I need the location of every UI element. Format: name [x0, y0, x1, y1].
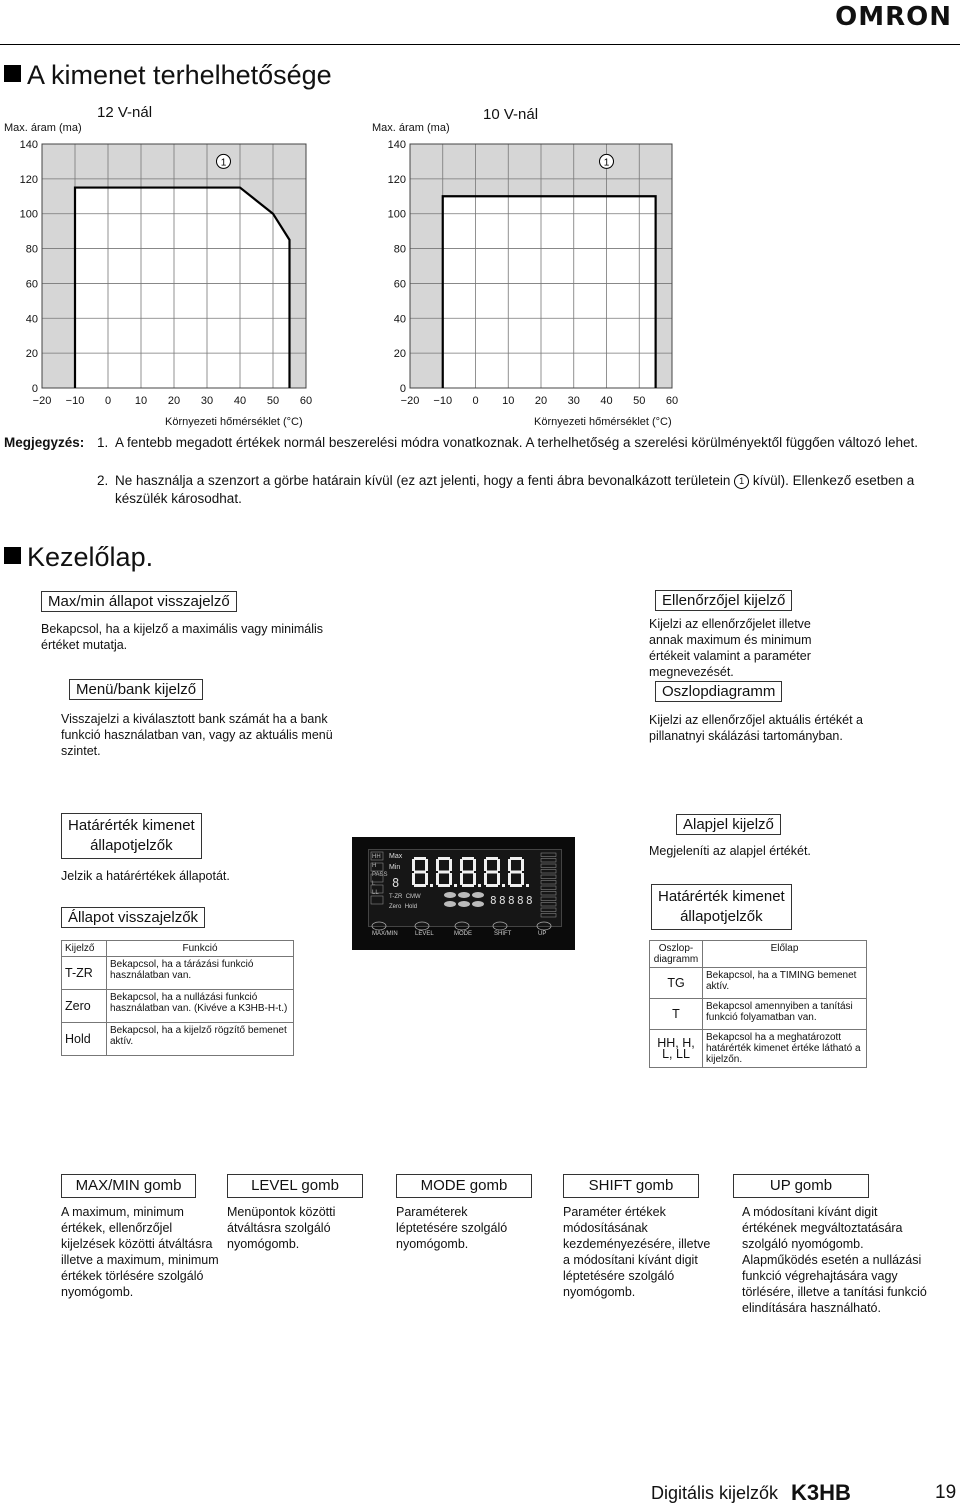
front-panel: [352, 837, 575, 950]
front-table-key-t: T: [650, 999, 703, 1030]
bargraph-segment: [541, 903, 556, 907]
circled-marker: [734, 474, 749, 489]
bargraph-segment: [541, 908, 556, 912]
chart1-xtick: −20: [32, 395, 52, 407]
status-lamp: [472, 892, 484, 898]
main-digit-segment: [473, 873, 476, 885]
limit-indicator-lamp: [371, 885, 383, 893]
status-table-head-func: Funkció: [107, 941, 294, 957]
chart1-xtick: 50: [266, 395, 280, 407]
circled-marker-number: 1: [739, 476, 745, 486]
main-digit-segment: [414, 857, 426, 860]
up-button-desc: A módosítani kívánt digit értékének megváltoztatására szolgáló nyomógomb. Alapműködés esetén a nullázási funkció végrehajtására vagy törlésére, illetve a tanítási funkció elindítására használható.: [742, 1205, 927, 1315]
main-digit-segment: [460, 859, 463, 871]
bargraph-segment: [541, 892, 556, 896]
mode-button-desc: Paraméterek léptetésére szolgáló nyomógomb.: [396, 1205, 508, 1251]
indicator-pass: PASS: [372, 872, 388, 878]
header-rule: [0, 44, 960, 45]
footer-model: K3HB: [791, 1480, 851, 1505]
bargraph-segment: [541, 870, 556, 874]
panel-button-shift[interactable]: SHIFT: [494, 931, 512, 937]
status-table-func-zero: Bekapcsol, ha a nullázási funkció használatban van. (Kivéve a K3HB-H-t.): [107, 990, 294, 1023]
bargraph-segment: [541, 914, 556, 918]
chart1-xtick: 10: [134, 395, 148, 407]
front-table-key-tg: TG: [650, 968, 703, 999]
chart2-ytick: 40: [393, 313, 406, 326]
chart1-xtick: 0: [104, 395, 112, 407]
check-signal-desc: Kijelzi az ellenőrzőjelet illetve annak maximum és minimum értékeit valamint a paraméter megnevezését.: [649, 617, 812, 679]
chart2-xtick: −10: [433, 395, 453, 407]
setpoint-digit: 8: [499, 894, 506, 907]
limit-output-desc: Jelzik a határértékek állapotát.: [61, 869, 230, 883]
limit-output-label-left-line1: Határérték kimenet: [68, 817, 195, 834]
chart1-xtick: 40: [233, 395, 247, 407]
setpoint-digit: 8: [508, 894, 515, 907]
front-table-func-tg: Bekapcsol, ha a TIMING bemenet aktív.: [703, 968, 867, 999]
status-indicators-label: Állapot visszajelzők: [61, 907, 205, 928]
status-lamp: [444, 901, 456, 907]
status-table-head-key: Kijelző: [62, 941, 107, 957]
main-digit-segment: [484, 873, 487, 885]
main-digit-segment: [436, 873, 439, 885]
main-digit-segment: [486, 857, 498, 860]
main-digit-segment: [449, 859, 452, 871]
chart1-xlabel: Környezeti hőmérséklet (°C): [165, 416, 303, 428]
main-digit-segment: [460, 873, 463, 885]
indicator-ll: LL: [372, 890, 379, 896]
main-digit-dot: [478, 884, 481, 887]
main-digit-segment: [462, 857, 474, 860]
check-signal-label: Ellenőrzőjel kijelző: [655, 590, 792, 611]
status-table: [61, 940, 294, 1056]
chart2-ytick: 0: [399, 383, 406, 395]
indicator-max: Max: [389, 853, 403, 860]
status-table-key-zero: Zero: [62, 990, 107, 1023]
main-digit-dot: [502, 884, 505, 887]
chart2-ylabel: Max. áram (ma): [372, 122, 450, 134]
square-bullet-icon: [4, 547, 21, 564]
chart1-ytick: 80: [25, 243, 38, 256]
chart1-marker-number: 1: [220, 157, 227, 169]
panel-button-up[interactable]: UP: [538, 931, 547, 937]
chart1-ytick: 60: [25, 278, 38, 291]
chart2-ytick: 140: [387, 139, 406, 151]
section2-title-text: Kezelőlap.: [27, 542, 154, 572]
indicator-min: Min: [389, 864, 401, 871]
status-lamp: [458, 892, 470, 898]
menu-bank-desc: Visszajelzi a kiválasztott bank számát ha a bank funkció használatban van, vagy az aktuális menü szintet.: [61, 712, 333, 758]
status-lamp: [444, 892, 456, 898]
main-digit-segment: [449, 873, 452, 885]
bargraph-segment: [541, 864, 556, 868]
panel-button-maxmin[interactable]: MAX/MIN: [372, 931, 398, 937]
note1-number: 1.: [97, 435, 109, 450]
bank-digit: 8: [392, 876, 400, 890]
bargraph-segment: [541, 875, 556, 879]
panel-button-icon: [372, 922, 386, 930]
shift-button-desc: Paraméter értékek módosításának kezdeményezésére, illetve a módosítani kívánt digit léptetésére szolgáló nyomógomb.: [563, 1205, 711, 1299]
chart2-xtick: 40: [600, 395, 613, 407]
main-digit-segment: [510, 871, 522, 874]
limit-indicator-lamp: [371, 874, 383, 882]
note2-text: [115, 472, 955, 508]
indicator-l: L: [372, 881, 376, 887]
main-digit-segment: [521, 873, 524, 885]
bargraph-segment: [541, 886, 556, 890]
indicator-h: H: [372, 863, 377, 869]
panel-button-level[interactable]: LEVEL: [415, 931, 434, 937]
main-digit-segment: [438, 871, 450, 874]
indicator-zero: Zero: [389, 904, 402, 910]
maxmin-button-label: MAX/MIN gomb: [61, 1174, 196, 1198]
panel-button-icon: [493, 922, 507, 930]
bar-graph-label: Oszlopdiagramm: [655, 681, 782, 702]
main-digit-segment: [510, 857, 522, 860]
limit-indicator-lamp: [371, 863, 383, 871]
bargraph-segment: [541, 859, 556, 863]
chart2-xtick: 0: [472, 395, 479, 407]
bargraph-segment: [541, 897, 556, 901]
chart1-ylabel: Max. áram (ma): [4, 122, 82, 134]
chart1-ytick: 120: [19, 173, 38, 186]
main-digit-segment: [436, 859, 439, 871]
maxmin-indicator-label: Max/min állapot visszajelző: [41, 591, 237, 612]
chart1-ytick: 100: [19, 208, 38, 221]
main-digit-segment: [412, 873, 415, 885]
chart2-xtick: 10: [502, 395, 515, 407]
main-digit-segment: [508, 859, 511, 871]
front-table-head-func: Előlap: [703, 941, 867, 968]
maxmin-indicator-desc: Bekapcsol, ha a kijelző a maximális vagy minimális értéket mutatja.: [41, 622, 324, 652]
note2-text-a: Ne használja a szenzort a görbe határain kívül (ez azt jelenti, hogy a fenti ábra bevonalkázott területein: [115, 473, 731, 488]
section-title-load: [4, 60, 332, 91]
chart2-xtick: −20: [400, 395, 420, 407]
main-digit-dot: [526, 884, 529, 887]
main-digit-segment: [425, 859, 428, 871]
main-digit-dot: [454, 884, 457, 887]
chart2-xtick: 60: [665, 395, 679, 407]
mode-button-label: MODE gomb: [396, 1174, 532, 1198]
setpoint-display-label: Alapjel kijelző: [676, 814, 781, 835]
main-digit-segment: [497, 873, 500, 885]
bar-graph-desc: Kijelzi az ellenőrzőjel aktuális értékét a pillanatnyi skálázási tartományban.: [649, 713, 863, 743]
section-title-panel: [4, 542, 153, 573]
omron-logo: OMRON: [835, 2, 952, 32]
panel-button-mode[interactable]: MODE: [454, 931, 472, 937]
menu-bank-label: Menü/bank kijelző: [69, 679, 203, 700]
chart2-xlabel: Környezeti hőmérséklet (°C): [534, 416, 672, 428]
chart2-ytick: 100: [387, 208, 406, 221]
main-digit-segment: [521, 859, 524, 871]
chart2-ytick: 20: [393, 348, 406, 361]
limit-output-label-right-line2: állapotjelzők: [680, 908, 763, 925]
panel-button-icon: [415, 922, 429, 930]
limit-output-label-left: [61, 813, 202, 859]
chart2-safe-area: [443, 196, 656, 388]
status-table-func-hold: Bekapcsol, ha a kijelző rögzítő bemenet aktív.: [107, 1023, 294, 1056]
main-digit-segment: [510, 884, 522, 887]
chart1-xtick: 30: [200, 395, 214, 407]
main-digit-segment: [497, 859, 500, 871]
chart2-title: 10 V-nál: [483, 106, 539, 123]
status-table-func-tzr: Bekapcsol, ha a tárázási funkció használatban van.: [107, 957, 294, 990]
panel-button-icon: [537, 922, 551, 930]
level-button-desc: Menüpontok közötti átváltásra szolgáló nyomógomb.: [227, 1205, 336, 1251]
main-digit-segment: [462, 871, 474, 874]
front-table-head-key: Oszlop-diagramm: [650, 941, 703, 968]
limit-indicator-lamp: [371, 852, 383, 860]
main-digit-segment: [438, 884, 450, 887]
indicator-hh: HH: [372, 854, 381, 860]
section-title-text: A kimenet terhelhetősége: [27, 60, 332, 90]
chart1-safe-area: [75, 188, 290, 388]
chart1-ytick: 20: [25, 348, 38, 361]
front-panel-table: [649, 940, 867, 1068]
main-digit-segment: [438, 857, 450, 860]
main-digit-segment: [486, 871, 498, 874]
main-digit-segment: [484, 859, 487, 871]
front-table-key-limits: HH, H, L, LL: [650, 1030, 703, 1068]
chart1-xtick: −10: [65, 395, 85, 407]
setpoint-digit: 8: [526, 894, 533, 907]
chart2-marker-number: 1: [603, 157, 610, 169]
load-charts: [0, 130, 700, 410]
panel-button-icon: [455, 922, 469, 930]
chart1-ytick: 140: [19, 139, 38, 151]
chart1-xtick: 60: [299, 395, 313, 407]
chart2-ytick: 80: [393, 243, 406, 256]
up-button-label: UP gomb: [733, 1174, 869, 1198]
chart2-ytick: 60: [393, 278, 406, 291]
chart1-xtick: 20: [167, 395, 181, 407]
setpoint-digit: 8: [490, 894, 497, 907]
limit-output-label-right-line1: Határérték kimenet: [658, 888, 785, 905]
shift-button-label: SHIFT gomb: [563, 1174, 699, 1198]
bargraph-segment: [541, 853, 556, 857]
indicator-tzr: T-ZR: [389, 894, 403, 900]
setpoint-digit: 8: [517, 894, 524, 907]
limit-output-label-left-line2: állapotjelzők: [90, 837, 173, 854]
chart2-xtick: 20: [534, 395, 548, 407]
front-table-func-t: Bekapcsol amennyiben a tanítási funkció folyamatban van.: [703, 999, 867, 1030]
front-table-func-limits: Bekapcsol ha a meghatározott határérték kimenet értéke látható a kijelzőn.: [703, 1030, 867, 1068]
main-digit-dot: [430, 884, 433, 887]
main-digit-segment: [425, 873, 428, 885]
footer-category: Digitális kijelzők: [651, 1483, 779, 1503]
status-lamp: [458, 901, 470, 907]
maxmin-button-desc: A maximum, minimum értékek, ellenőrzőjel kijelzések közötti átváltásra illetve a maximum, minimum értékek törlésére szolgáló nyomógomb.: [61, 1205, 219, 1299]
main-digit-segment: [414, 884, 426, 887]
main-digit-segment: [508, 873, 511, 885]
note1-text: A fentebb megadott értékek normál beszerelési módra vonatkoznak. A terhelhetőség a szerelési körülményektől függően változó lehet.: [115, 435, 918, 450]
status-table-key-hold: Hold: [62, 1023, 107, 1056]
chart2-ytick: 120: [387, 173, 406, 186]
chart2-xtick: 30: [567, 395, 580, 407]
limit-indicator-lamp: [371, 896, 383, 904]
main-digit-segment: [486, 884, 498, 887]
note2-number: 2.: [97, 473, 109, 488]
status-table-key-tzr: T-ZR: [62, 957, 107, 990]
chart1-title: 12 V-nál: [97, 104, 153, 121]
footer-page-number: 19: [935, 1482, 957, 1503]
main-digit-segment: [414, 871, 426, 874]
bargraph-segment: [541, 881, 556, 885]
main-digit-segment: [473, 859, 476, 871]
chart1-ytick: 40: [25, 313, 38, 326]
main-digit-segment: [412, 859, 415, 871]
note2-text-b: kívül). Ellenkező esetben a készülék károsodhat.: [115, 473, 915, 506]
indicator-hold: Hold: [404, 904, 418, 910]
chart2-xtick: 50: [633, 395, 646, 407]
limit-output-label-right: [651, 884, 792, 930]
square-bullet-icon: [4, 65, 21, 82]
chart1-ytick: 0: [31, 383, 38, 395]
indicator-cmw: CMW: [405, 894, 421, 900]
status-lamp: [472, 901, 484, 907]
main-digit-segment: [462, 884, 474, 887]
notes-label: Megjegyzés:: [4, 435, 85, 450]
setpoint-display-desc: Megjeleníti az alapjel értékét.: [649, 844, 811, 858]
level-button-label: LEVEL gomb: [227, 1174, 363, 1198]
